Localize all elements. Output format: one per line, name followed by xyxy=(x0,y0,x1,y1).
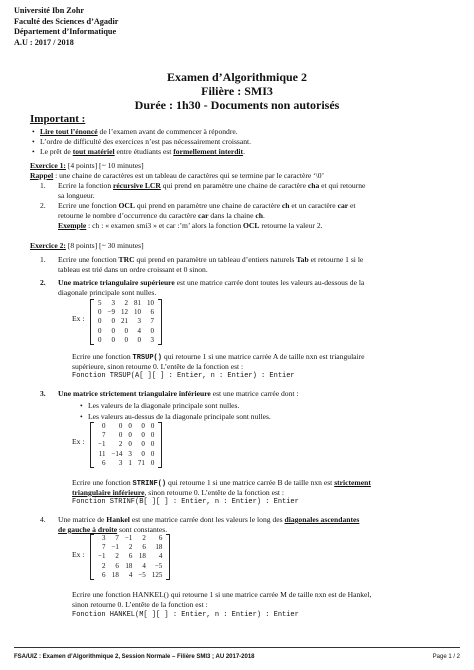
matrix-cell: 71 xyxy=(137,458,145,467)
matrix-cell: 0 xyxy=(124,326,128,335)
matrix-cell: 6 xyxy=(101,570,106,579)
matrix-cell: 0 xyxy=(141,440,145,449)
ex1-item-2-text: Ecrire une fonction OCL qui prend en paramètre une chaine de caractère ch et un caractère car et xyxy=(58,201,356,210)
matrix-row xyxy=(95,422,157,431)
matrix-hankel xyxy=(90,534,170,580)
matrix-cell: 6 xyxy=(158,534,163,542)
matrix-row xyxy=(95,336,157,345)
matrix-grid xyxy=(95,534,165,580)
matrix-cell: 0 xyxy=(118,422,123,430)
matrix-cell: 12 xyxy=(120,308,128,317)
matrix-cell: 1 xyxy=(128,458,132,467)
ex2-item-4-instruction-line2: sinon retourne 0. L’entête de la fonction est : xyxy=(72,600,208,609)
matrix-left-bracket xyxy=(90,422,94,468)
matrix-cell: 0 xyxy=(98,308,102,317)
matrix-cell: 0 xyxy=(150,449,155,458)
matrix-row xyxy=(95,571,165,580)
exam-duration: Durée : 1h30 - Documents non autorisés xyxy=(134,98,340,112)
ex2-item-3-bullet-1: • Les valeurs de la diagonale principale sont nulles. xyxy=(88,401,239,411)
matrix-cell: 81 xyxy=(133,299,141,307)
matrix-cell: −14 xyxy=(111,449,123,458)
ex1-rappel: Rappel : une chaine de caractères est un tableau de caractères qui se termine par le caractère ‘\0’ xyxy=(30,171,325,180)
hankel-signature: Fonction HANKEL(M[ ][ ] : Entier, n : Entier) : Entier xyxy=(72,611,299,619)
matrix-cell: 2 xyxy=(142,534,146,542)
matrix-cell: 7 xyxy=(101,431,106,440)
matrix-cell: 0 xyxy=(111,317,115,326)
page-number: Page 1 / 2 xyxy=(432,654,460,660)
matrix-cell: −9 xyxy=(107,308,115,317)
matrix-cell: 0 xyxy=(118,431,123,440)
ex2-item-4-line2: de gauche à droite sont constantes. xyxy=(58,525,168,534)
matrix-cell: 0 xyxy=(111,326,115,335)
matrix-cell: −5 xyxy=(154,561,163,570)
ex2-item-2-text: Une matrice triangulaire supérieure est une matrice carrée dont toutes les valeurs au-dessous de la xyxy=(58,278,365,287)
matrix-row xyxy=(95,431,157,440)
matrix-row xyxy=(95,459,157,468)
matrix-cell: 6 xyxy=(101,458,106,467)
important-heading: Important : xyxy=(30,113,86,125)
matrix-cell: −5 xyxy=(138,570,146,579)
matrix-cell: 0 xyxy=(141,449,145,458)
matrix-cell: 3 xyxy=(111,299,115,307)
matrix-cell: −1 xyxy=(98,440,106,449)
faculty-name: Faculté des Sciences d’Agadir xyxy=(14,16,119,26)
department-name: Département d’Informatique xyxy=(14,27,117,37)
matrix-cell: 3 xyxy=(137,317,141,326)
ex2-item-4-number: 4. xyxy=(40,515,46,524)
ex2-item-2-instruction-line2: supérieure, sinon retourne 0. L’entête de la fonction est : xyxy=(72,362,244,371)
matrix-cell: 10 xyxy=(133,308,141,317)
matrix-cell: 18 xyxy=(138,552,146,561)
matrix-cell: 0 xyxy=(150,326,154,335)
matrix-cell: 5 xyxy=(98,299,102,307)
matrix-cell: −1 xyxy=(124,534,133,542)
matrix-cell: 21 xyxy=(120,317,128,326)
matrix-cell: 0 xyxy=(128,440,132,449)
matrix-cell: 6 xyxy=(150,308,154,317)
matrix-cell: 0 xyxy=(150,422,155,430)
matrix-cell: 0 xyxy=(111,335,115,344)
matrix-row xyxy=(95,317,157,326)
matrix-cell: 7 xyxy=(150,317,154,326)
matrix-cell: 11 xyxy=(98,449,106,458)
matrix-cell: 3 xyxy=(101,534,106,542)
ex2-item-3-text: Une matrice strictement triangulaire inférieure est une matrice carrée dont : xyxy=(58,389,299,398)
ex1-example: Exemple : ch : « examen smi3 » et car :’m’ alors la fonction OCL retourne la valeur 2. xyxy=(58,221,323,230)
exam-program: Filière : SMI3 xyxy=(201,84,273,98)
matrix-left-bracket xyxy=(90,299,94,345)
example-label: Ex : xyxy=(72,550,85,559)
matrix-right-bracket xyxy=(158,299,162,345)
example-label: Ex : xyxy=(72,314,85,323)
matrix-cell: 18 xyxy=(111,570,119,579)
matrix-cell: 0 xyxy=(128,422,132,430)
ex1-item-1-number: 1. xyxy=(40,181,46,190)
matrix-cell: −1 xyxy=(111,543,119,552)
matrix-cell: 0 xyxy=(124,335,128,344)
ex2-item-3-instruction-line2: triangulaire inférieure, sinon retourne 0. L’entête de la fonction est : xyxy=(72,488,285,497)
ex1-item-2-number: 2. xyxy=(40,201,46,210)
matrix-cell: 7 xyxy=(115,534,119,542)
ex2-item-4-instruction: Ecrire une fonction HANKEL() qui retourne 1 si une matrice carrée M de taille nxn est de Hankel, xyxy=(72,590,372,599)
matrix-cell: 0 xyxy=(101,422,106,430)
matrix-right-bracket xyxy=(166,534,170,580)
ex2-heading: Exercice 2: [8 points] [~ 30 minutes] xyxy=(30,241,144,250)
ex2-item-1-text: Ecrire une fonction TRC qui prend en paramètre un tableau d’entiers naturels Tab et retourne 1 si le xyxy=(58,255,364,264)
ex2-item-3-instruction: Ecrire une fonction STRINF() qui retourne 1 si une matrice carrée B de taille nxn est strictement xyxy=(72,478,371,488)
matrix-cell: 0 xyxy=(128,431,132,440)
matrix-cell: 2 xyxy=(115,552,119,561)
matrix-cell: 2 xyxy=(124,299,128,307)
matrix-cell: 0 xyxy=(98,317,102,326)
matrix-cell: 2 xyxy=(118,440,123,449)
matrix-cell: 0 xyxy=(141,431,145,440)
important-item-1: • Lire tout l’énoncé de l’examen avant de commencer à répondre. xyxy=(40,127,238,136)
matrix-row xyxy=(95,440,157,449)
exam-title: Examen d’Algorithmique 2 xyxy=(166,70,307,84)
trsup-signature: Fonction TRSUP(A[ ][ ] : Entier, n : Entier) : Entier xyxy=(72,372,295,380)
matrix-cell: 7 xyxy=(101,543,106,552)
matrix-cell: 0 xyxy=(137,335,141,344)
ex2-item-1-line2: tableau est trié dans un ordre croissant et 0 sinon. xyxy=(58,265,208,274)
matrix-cell: 125 xyxy=(151,570,163,579)
matrix-cell: 0 xyxy=(98,326,102,335)
matrix-cell: 6 xyxy=(128,552,133,561)
matrix-cell: 2 xyxy=(128,543,133,552)
ex2-item-3-number: 3. xyxy=(40,389,46,398)
university-name: Université Ibn Zohr xyxy=(14,6,85,15)
matrix-row xyxy=(95,327,157,336)
matrix-grid xyxy=(95,422,157,468)
ex2-item-3-bullet-2: • Les valeurs au-dessus de la diagonale principale sont nulles. xyxy=(88,412,271,422)
matrix-cell: 18 xyxy=(155,543,163,552)
matrix-cell: 4 xyxy=(158,552,163,561)
matrix-cell: 6 xyxy=(115,561,119,570)
matrix-cell: 0 xyxy=(98,335,102,344)
important-item-3: • Le prêt de tout matériel entre étudiants est formellement interdit. xyxy=(40,147,245,156)
matrix-cell: −1 xyxy=(98,552,106,561)
institution-header xyxy=(14,6,118,48)
matrix-cell: 10 xyxy=(146,299,154,307)
academic-year: A.U : 2017 / 2018 xyxy=(14,37,74,47)
matrix-cell: 0 xyxy=(150,440,155,449)
ex2-item-2-line2: diagonale principale sont nulles. xyxy=(58,288,157,297)
matrix-cell: 3 xyxy=(118,458,123,467)
matrix-cell: 0 xyxy=(141,422,145,430)
matrix-grid xyxy=(95,299,157,345)
matrix-cell: 0 xyxy=(150,431,155,440)
ex1-item-1-text: Ecrire la fonction récursive LCR qui prend en paramètre une chaine de caractère cha et qui retourne xyxy=(58,181,366,190)
ex2-item-2-instruction: Ecrire une fonction TRSUP() qui retourne 1 si une matrice carrée A de taille nxn est triangulaire xyxy=(72,352,365,362)
ex2-item-4-text: Une matrice de Hankel est une matrice carrée dont les valeurs le long des diagonales ascendantes xyxy=(58,515,360,524)
example-label: Ex : xyxy=(72,437,85,446)
ex1-heading: Exercice 1: [4 points] [~ 10 minutes] xyxy=(30,161,144,170)
matrix-row xyxy=(95,299,157,308)
matrix-right-bracket xyxy=(158,422,162,468)
footer-divider xyxy=(14,647,460,648)
matrix-cell: 6 xyxy=(142,543,146,552)
matrix-row xyxy=(95,552,165,561)
ex1-item-1-line2: sa longueur. xyxy=(58,191,95,200)
matrix-left-bracket xyxy=(90,534,94,580)
matrix-row xyxy=(95,543,165,552)
matrix-cell: 0 xyxy=(150,458,155,467)
ex1-item-2-line2: retourne le nombre d’occurrence du caractère car dans la chaine ch. xyxy=(58,211,265,220)
matrix-row xyxy=(95,308,157,317)
matrix-row xyxy=(95,534,165,543)
matrix-cell: 2 xyxy=(101,561,106,570)
matrix-row xyxy=(95,450,157,459)
matrix-cell: 18 xyxy=(125,561,133,570)
matrix-cell: 4 xyxy=(128,570,133,579)
ex2-item-1-number: 1. xyxy=(40,255,46,264)
matrix-cell: 3 xyxy=(150,335,154,344)
footer-left: FSA/UIZ : Examen d’Algorithmique 2, Session Normale – Filière SMI3 ; AU 2017-2018 xyxy=(14,654,255,660)
matrix-cell: 3 xyxy=(128,449,132,458)
matrix-upper-triangular xyxy=(90,299,162,345)
important-item-2: • L’ordre de difficulté des exercices n’est pas nécessairement croissant. xyxy=(40,137,251,146)
strinf-signature: Fonction STRINF(B[ ][ ] : Entier, n : Entier) : Entier xyxy=(72,498,299,506)
matrix-strict-lower-triangular xyxy=(90,422,162,468)
ex2-item-2-number: 2. xyxy=(40,278,46,287)
matrix-cell: 4 xyxy=(137,326,141,335)
matrix-cell: 4 xyxy=(142,561,146,570)
matrix-row xyxy=(95,562,165,571)
